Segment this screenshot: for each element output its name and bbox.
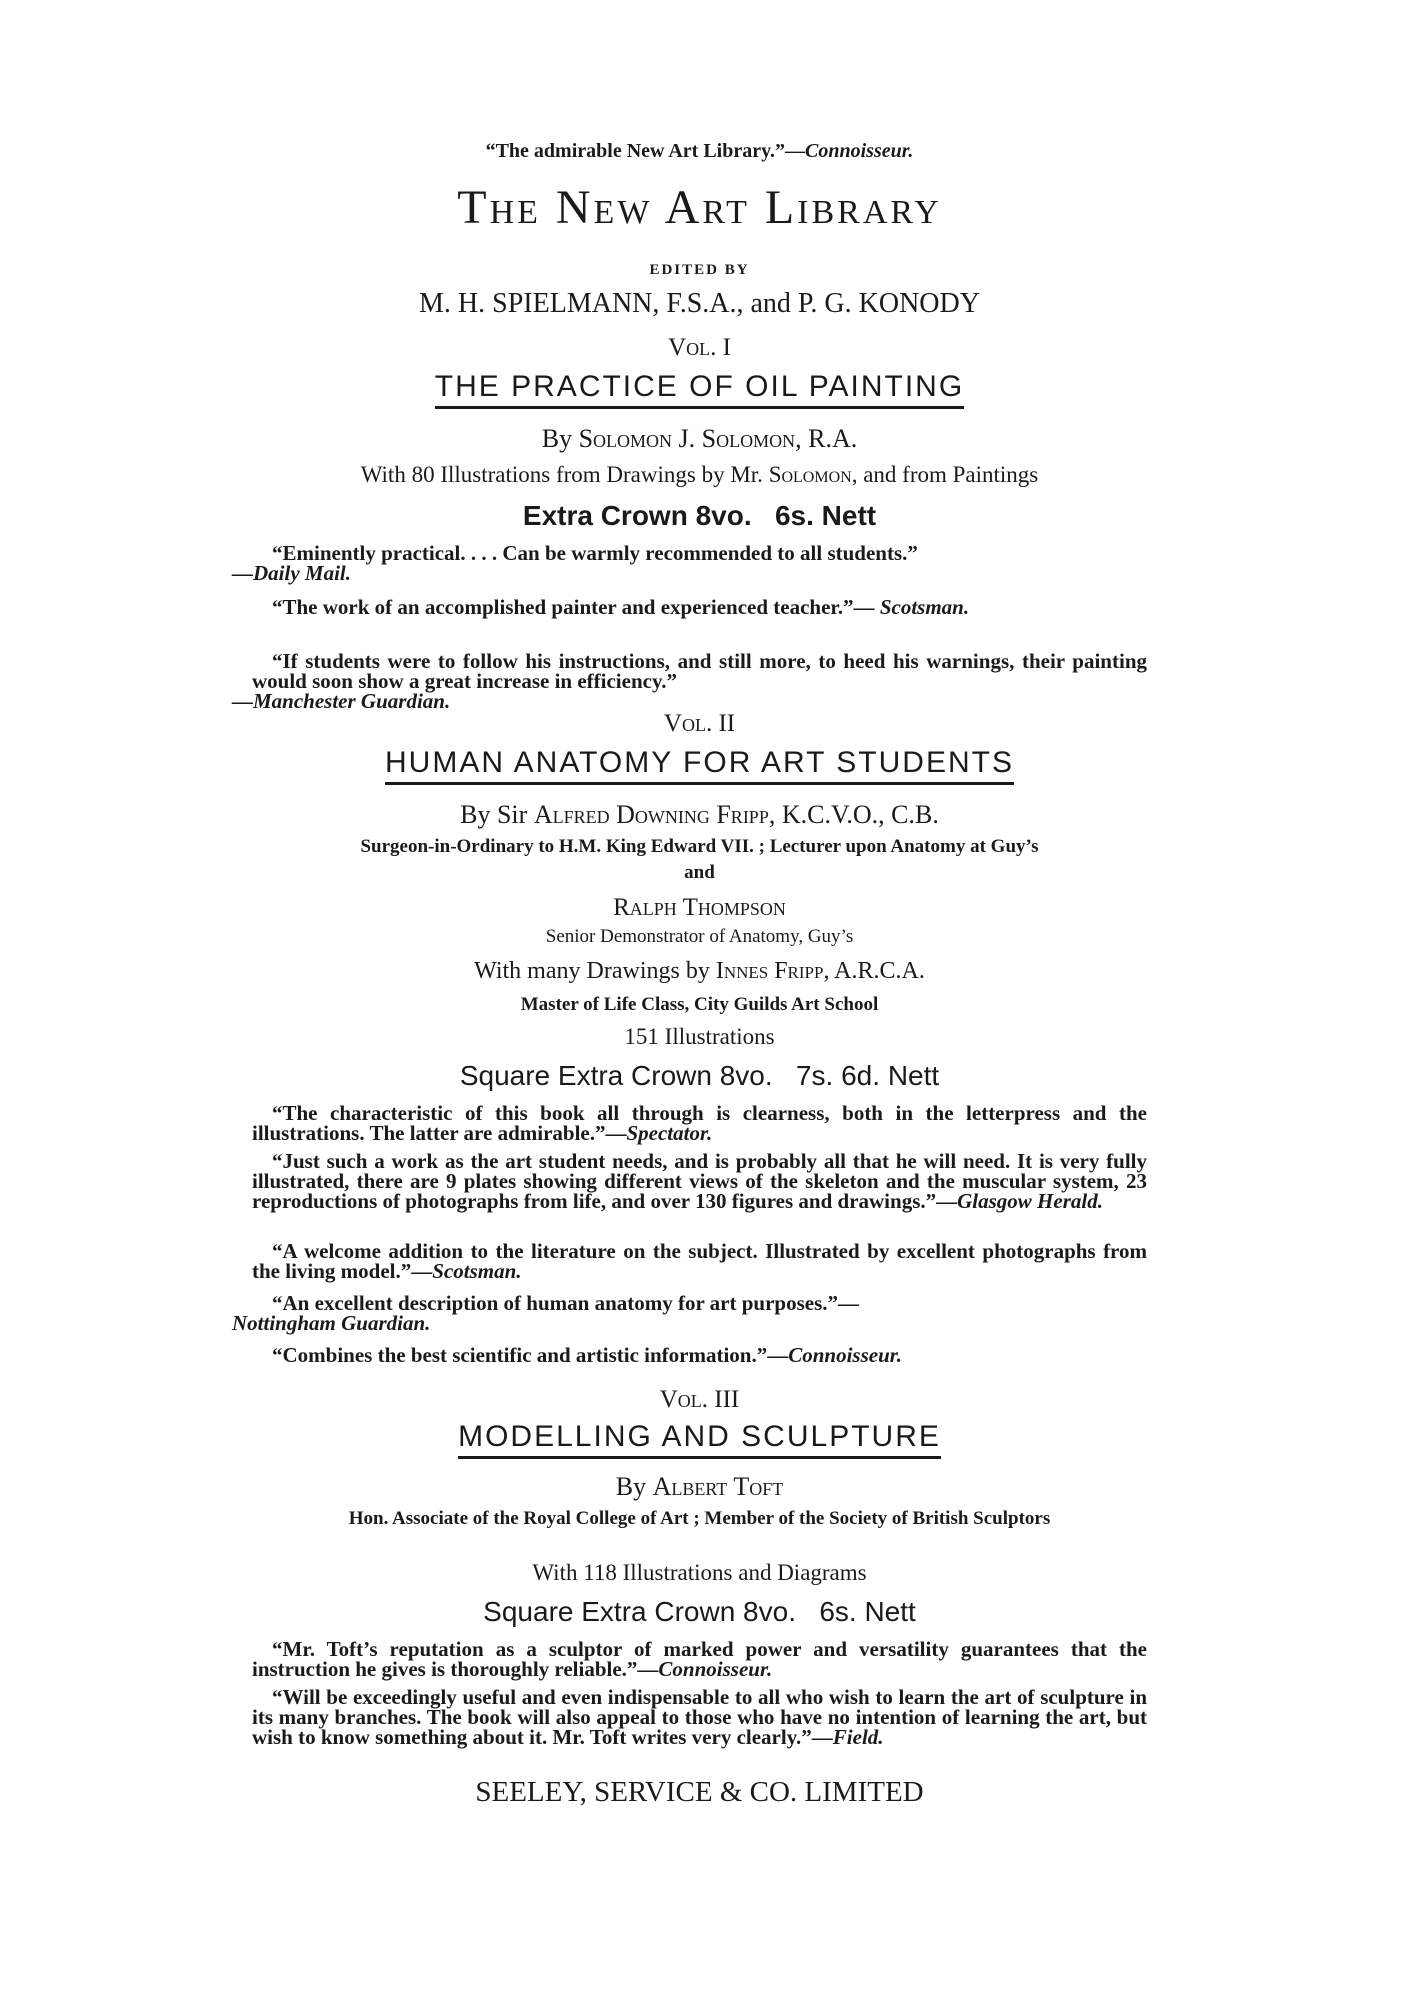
vol1-label: Vol. I bbox=[668, 334, 731, 361]
vol2-author-line bbox=[252, 800, 1147, 830]
vol1-author: Solomon J. Solomon bbox=[578, 424, 796, 453]
vol2-quote-4: “An excellent description of human anatomy for art purposes.”— Nottingham Guardian. bbox=[232, 1291, 860, 1335]
header-quote-source: Connoisseur. bbox=[805, 140, 914, 162]
vol1-quote-3: “If students were to follow his instructions, and still more, to heed his warnings, their painting would soon show a great increase in efficiency.” —Manchester Guardian. bbox=[232, 649, 1147, 713]
vol2-and: and bbox=[684, 862, 715, 883]
library-title: The New Art Library bbox=[457, 181, 942, 234]
vol2-coauthor-role: Senior Demonstrator of Anatomy, Guy’s bbox=[545, 926, 854, 947]
publisher: SEELEY, SERVICE & CO. LIMITED bbox=[475, 1776, 924, 1808]
header-quote-text: “The admirable New Art Library.”— bbox=[485, 140, 806, 162]
edited-by-label: EDITED BY bbox=[649, 262, 750, 278]
vol2-author-role: Surgeon-in-Ordinary to H.M. King Edward VII. ; Lecturer upon Anatomy at Guy’s bbox=[360, 836, 1039, 857]
vol1-by: By bbox=[541, 424, 573, 453]
vol2-quote-5: “Combines the best scientific and artistic information.”—Connoisseur. bbox=[272, 1343, 903, 1367]
vol2-illustrations: 151 Illustrations bbox=[624, 1024, 775, 1049]
vol2-format: Square Extra Crown 8vo. 7s. 6d. Nett bbox=[459, 1060, 940, 1091]
vol2-quote-3: “A welcome addition to the literature on the subject. Illustrated by excellent photographs from the living model.”—Scotsman. bbox=[252, 1239, 1147, 1283]
vol2-drawings-line: With many Drawings by Innes Fripp, A.R.C.A. bbox=[474, 958, 925, 984]
vol1-illus-name: Solomon bbox=[768, 462, 852, 487]
vol3-quote-1: “Mr. Toft’s reputation as a sculptor of marked power and versatility guarantees that the instruction he gives is thoroughly reliable.”—Connoisseur. bbox=[252, 1637, 1147, 1681]
vol1-quote-2: “The work of an accomplished painter and experienced teacher.”— Scotsman. bbox=[272, 595, 970, 619]
vol1-illustrations bbox=[252, 462, 1147, 488]
vol1-title: THE PRACTICE OF OIL PAINTING bbox=[435, 370, 964, 409]
vol3-label: Vol. III bbox=[659, 1386, 740, 1413]
vol2-label: Vol. II bbox=[663, 710, 736, 737]
vol1-format: Extra Crown 8vo. 6s. Nett bbox=[522, 500, 877, 531]
header-quote bbox=[252, 140, 1147, 163]
vol3-author-role: Hon. Associate of the Royal College of Art ; Member of the Society of British Sculptors bbox=[348, 1508, 1051, 1529]
vol3-author-line: By Albert Toft bbox=[615, 1472, 784, 1501]
vol2-title: HUMAN ANATOMY FOR ART STUDENTS bbox=[385, 746, 1014, 785]
vol2-author: Alfred Downing Fripp bbox=[533, 800, 769, 829]
vol2-drawings-role: Master of Life Class, City Guilds Art School bbox=[520, 994, 879, 1015]
vol2-title-wrap bbox=[252, 746, 1147, 785]
vol2-by: By Sir bbox=[460, 800, 528, 829]
vol2-quote-1: “The characteristic of this book all through is clearness, both in the letterpress and the illustrations. The latter are admirable.”—Spectator. bbox=[252, 1101, 1147, 1145]
vol3-format: Square Extra Crown 8vo. 6s. Nett bbox=[483, 1596, 916, 1627]
vol1-title-wrap bbox=[252, 370, 1147, 409]
vol1-illus-pre: With 80 Illustrations from Drawings by Mr. bbox=[360, 462, 769, 487]
vol3-title-wrap bbox=[252, 1420, 1147, 1459]
vol1-author-line bbox=[252, 424, 1147, 454]
vol3-title: MODELLING AND SCULPTURE bbox=[458, 1420, 941, 1459]
vol2-quote-2: “Just such a work as the art student needs, and is probably all that he will need. It is very fully illustrated, there are 9 plates showing different views of the skeleton and the muscular system, 23 reproductions of photographs from life, and over 130 figures and drawings.”—Glasgow Herald. bbox=[252, 1149, 1147, 1213]
vol1-quote-1: “Eminently practical. . . . Can be warmly recommended to all students.” —Daily Mail. bbox=[232, 541, 918, 585]
vol3-illustrations: With 118 Illustrations and Diagrams bbox=[532, 1560, 867, 1585]
vol3-quote-2: “Will be exceedingly useful and even indispensable to all who wish to learn the art of sculpture in its many branches. The book will also appeal to those who have no intention of learning the art, but wish to know something about it. Mr. Toft writes very clearly.”—Field. bbox=[252, 1685, 1147, 1749]
vol2-author-suffix: , K.C.V.O., C.B. bbox=[768, 800, 939, 829]
vol2-coauthor: Ralph Thompson bbox=[613, 894, 786, 921]
editors: M. H. SPIELMANN, F.S.A., and P. G. KONODY bbox=[419, 288, 980, 319]
vol1-author-suffix: , R.A. bbox=[795, 424, 858, 453]
vol1-illus-post: , and from Paintings bbox=[851, 462, 1039, 487]
